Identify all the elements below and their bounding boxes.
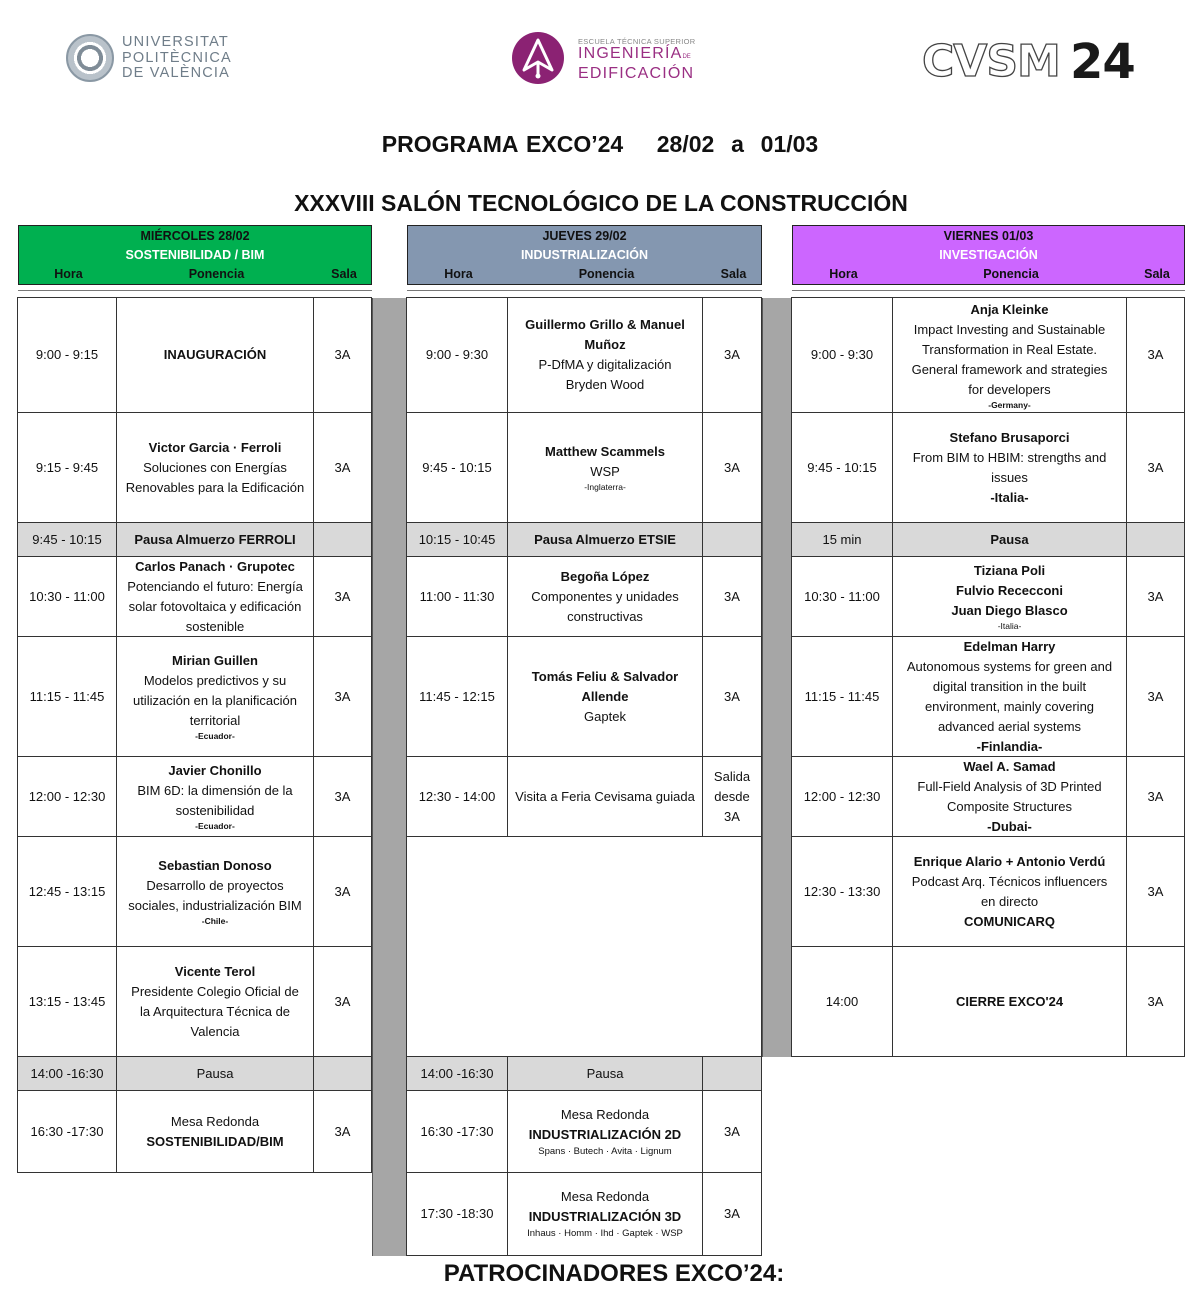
ponencia-cell (507, 1090, 703, 1173)
session-time: 15 min (822, 531, 862, 547)
session-time: 14:00 (825, 993, 859, 1009)
session-detail: advanced aerial systems (937, 718, 1082, 734)
session-detail: territorial (189, 713, 241, 728)
session-time: 14:00 -16:30 (420, 1065, 494, 1081)
column-header-sala: Sala (720, 267, 747, 281)
table-top-rule (18, 290, 372, 291)
day-header-viernes (792, 225, 1185, 285)
session-title: CIERRE EXCO'24 (955, 993, 1064, 1009)
session-detail: Valencia (190, 1023, 240, 1039)
session-title: Edelman Harry (963, 638, 1056, 654)
session-room: 3A (1147, 459, 1164, 475)
ponencia-cell (892, 556, 1127, 637)
session-detail: -Finlandia- (976, 738, 1043, 754)
ponencia-cell (116, 636, 314, 757)
session-detail: P-DfMA y digitalización (538, 357, 672, 372)
hora-cell (791, 522, 893, 557)
session-room: 3A (724, 1123, 740, 1139)
etsie-logo (512, 32, 712, 84)
hora-cell (406, 412, 508, 523)
session-detail: -Germany- (988, 399, 1031, 410)
upv-line: UNIVERSITAT (122, 34, 229, 50)
session-detail: -Inglaterra- (584, 482, 626, 492)
sala-cell (702, 636, 762, 757)
session-detail: Inhaus · Homm · Ihd · Gaptek · WSP (527, 1228, 683, 1239)
day-title: JUEVES 29/02 (542, 229, 627, 243)
session-time: 16:30 -17:30 (420, 1123, 494, 1139)
session-detail: Desarrollo de proyectos (146, 878, 284, 893)
hora-cell (17, 556, 117, 637)
session-title: Enrique Alario + Antonio Verdú (913, 853, 1106, 869)
session-detail: BIM 6D: la dimensión de la (137, 783, 293, 798)
day-theme: SOSTENIBILIDAD / BIM (125, 248, 265, 262)
ponencia-cell (116, 946, 314, 1057)
hora-cell (17, 636, 117, 757)
column-header-hora: Hora (444, 267, 473, 281)
session-detail: -Ecuador- (195, 821, 235, 831)
session-detail: Modelos predictivos y su (143, 673, 287, 688)
column-header-ponencia: Ponencia (983, 267, 1039, 281)
sala-cell (313, 836, 372, 947)
session-title: Anja Kleinke (970, 301, 1049, 317)
hora-cell (406, 1090, 508, 1173)
session-room: 3A (1147, 347, 1164, 362)
hora-cell (17, 836, 117, 947)
sala-cell (702, 522, 762, 557)
ponencia-cell (892, 756, 1127, 837)
session-detail: solar fotovoltaica y edificación (128, 598, 302, 614)
day-title: VIERNES 01/03 (943, 229, 1034, 243)
session-time: 12:00 - 12:30 (803, 788, 881, 804)
session-title: Vicente Terol (174, 963, 256, 979)
session-detail: Allende (581, 688, 629, 704)
upv-seal-icon (66, 34, 114, 82)
page-title: PROGRAMA EXCO’24 28/02 a 01/03 (381, 131, 819, 157)
day-theme: INVESTIGACIÓN (939, 248, 1038, 262)
ponencia-cell (507, 297, 703, 413)
table-top-rule (407, 290, 762, 291)
session-detail: Composite Structures (947, 798, 1072, 814)
session-room: 3A (1147, 993, 1164, 1009)
session-room: 3A (724, 688, 740, 704)
ponencia-cell (116, 756, 314, 837)
hora-cell (17, 297, 117, 413)
hora-cell (791, 636, 893, 757)
hora-cell (17, 1090, 117, 1173)
etsie-de-text: DE (682, 54, 691, 60)
session-room: 3A (724, 588, 740, 604)
sala-cell (1126, 756, 1185, 837)
session-time: 11:00 - 11:30 (419, 588, 495, 604)
session-title: Tomás Feliu & Salvador (531, 668, 679, 684)
session-detail: digital transition in the built (932, 678, 1087, 694)
session-detail: Transformation in Real Estate. (921, 341, 1098, 357)
session-time: 12:30 - 13:30 (803, 883, 881, 899)
session-detail: WSP (590, 464, 620, 479)
session-title: Stefano Brusaporci (949, 429, 1070, 445)
hora-cell (17, 946, 117, 1057)
session-detail: Mesa Redonda (560, 1189, 650, 1204)
session-title: Wael A. Samad (963, 758, 1056, 774)
session-detail: Bryden Wood (565, 377, 645, 392)
session-title: Victor Garcia · Ferroli (148, 439, 282, 455)
session-time: 11:15 - 11:45 (804, 688, 880, 704)
hora-cell (17, 1056, 117, 1091)
session-detail: -Chile- (201, 916, 229, 926)
sala-cell (1126, 297, 1185, 413)
session-time: 9:45 - 10:15 (807, 459, 877, 475)
etsie-logo-text (578, 37, 696, 81)
session-title: Sebastian Donoso (158, 858, 272, 873)
table-top-rule (792, 290, 1185, 291)
ponencia-cell (507, 756, 703, 837)
session-detail: Gaptek (584, 708, 626, 724)
session-detail: Mesa Redonda (170, 1113, 260, 1129)
session-detail: constructivas (567, 608, 643, 624)
session-detail: Spans · Butech · Avita · Lignum (538, 1145, 672, 1157)
session-time: 9:45 - 10:15 (32, 531, 102, 547)
upv-logo (66, 32, 236, 86)
sala-cell (702, 1172, 762, 1256)
ponencia-cell (507, 412, 703, 523)
session-detail: for developers (968, 381, 1051, 397)
column-header-ponencia: Ponencia (188, 267, 245, 281)
session-time: 12:00 - 12:30 (28, 788, 106, 804)
etsie-line2: EDIFICACIÓN (578, 64, 695, 82)
hora-cell (406, 636, 508, 757)
session-detail: Muñoz (584, 337, 626, 352)
sala-cell (313, 1056, 372, 1091)
ponencia-cell (116, 556, 314, 637)
page-subtitle: XXXVIII SALÓN TECNOLÓGICO DE LA CONSTRUCCIÓN (294, 190, 908, 216)
sala-cell (702, 297, 762, 413)
session-detail: Renovables para la Edificación (125, 479, 305, 495)
session-detail: Full-Field Analysis of 3D Printed (917, 778, 1102, 794)
session-time: 12:45 - 13:15 (28, 883, 106, 899)
session-detail: -Italia- (997, 621, 1022, 631)
hora-cell (406, 297, 508, 413)
cvsm-outline-text: CVSM (922, 36, 1060, 87)
etsie-line1-text: INGENIERÍA (578, 45, 683, 62)
session-room: 3A (724, 1206, 740, 1221)
hora-cell (791, 946, 893, 1057)
session-room: 3A (334, 588, 351, 604)
cvsm-number: 24 (1070, 34, 1135, 90)
hora-cell (17, 756, 117, 837)
session-detail: sostenibilidad (175, 803, 255, 818)
etsie-mark-icon (512, 32, 564, 84)
session-room: Salida desde 3A (713, 768, 751, 824)
sala-cell (702, 756, 762, 837)
session-detail: Visita a Feria Cevisama guiada (515, 788, 695, 804)
ponencia-cell (892, 297, 1127, 413)
session-time: 9:00 - 9:30 (810, 347, 874, 362)
column-header-ponencia: Ponencia (578, 267, 635, 281)
session-detail: Potenciando el futuro: Energía (127, 578, 303, 594)
session-title: Pausa Almuerzo FERROLI (134, 531, 296, 547)
sala-cell (1126, 636, 1185, 757)
hora-cell (406, 522, 508, 557)
session-detail: en directo (980, 893, 1039, 909)
ponencia-cell (892, 636, 1127, 757)
session-detail: Presidente Colegio Oficial de (131, 983, 299, 999)
etsie-small-text: ESCUELA TÉCNICA SUPERIOR (578, 37, 696, 46)
session-room: 3A (724, 347, 740, 362)
session-time: 13:15 - 13:45 (28, 993, 106, 1009)
upv-line: DE VALÈNCIA (122, 65, 231, 81)
session-detail: Componentes y unidades (531, 588, 679, 604)
hora-cell (406, 556, 508, 637)
session-time: 9:45 - 10:15 (422, 459, 492, 475)
ponencia-cell (892, 836, 1127, 947)
upv-logo-text (122, 35, 232, 82)
session-room: 3A (334, 883, 351, 899)
session-detail: sostenible (185, 618, 245, 634)
sala-cell (313, 522, 372, 557)
session-time: 11:45 - 12:15 (419, 688, 495, 704)
sala-cell (1126, 946, 1185, 1057)
session-room: 3A (1147, 588, 1164, 604)
session-room: 3A (1147, 788, 1164, 804)
session-detail: COMUNICARQ (964, 913, 1055, 929)
etsie-line1 (578, 46, 696, 66)
hora-cell (406, 1172, 508, 1256)
session-room: 3A (334, 993, 351, 1009)
hora-cell (791, 297, 893, 413)
sala-cell (313, 1090, 372, 1173)
session-detail: Fulvio Rececconi (956, 583, 1063, 598)
day-header-miercoles (18, 225, 372, 285)
sala-cell (702, 556, 762, 637)
session-detail: issues (991, 469, 1028, 485)
session-detail: -Italia- (990, 489, 1029, 505)
sala-cell (1126, 556, 1185, 637)
session-detail: utilización en la planificación (132, 693, 298, 708)
sala-cell (313, 946, 372, 1057)
session-time: 10:15 - 10:45 (418, 531, 496, 547)
session-detail: -Dubai- (987, 818, 1032, 834)
session-room: 3A (334, 347, 351, 362)
session-detail: Autonomous systems for green and (906, 658, 1113, 674)
ponencia-cell (892, 412, 1127, 523)
day-title: MIÉRCOLES 28/02 (140, 229, 250, 243)
session-title: Matthew Scammels (545, 444, 665, 459)
hora-cell (17, 412, 117, 523)
session-time: 16:30 -17:30 (30, 1123, 104, 1139)
hora-cell (791, 836, 893, 947)
session-detail: INDUSTRIALIZACIÓN 3D (528, 1209, 682, 1224)
session-room: 3A (334, 688, 351, 704)
session-detail: environment, mainly covering (924, 698, 1095, 714)
sala-cell (313, 636, 372, 757)
ponencia-cell (116, 1090, 314, 1173)
hora-cell (791, 412, 893, 523)
session-detail: Juan Diego Blasco (951, 603, 1068, 618)
hora-cell (791, 756, 893, 837)
column-header-sala: Sala (1144, 267, 1170, 281)
ponencia-cell (507, 522, 703, 557)
session-time: 10:30 - 11:00 (804, 588, 880, 604)
session-room: 3A (1147, 688, 1164, 704)
session-detail: Pausa (586, 1065, 624, 1081)
ponencia-cell (507, 1172, 703, 1256)
session-time: 11:15 - 11:45 (29, 688, 105, 704)
ponencia-cell (892, 946, 1127, 1057)
session-detail: -Ecuador- (195, 731, 235, 741)
sponsors-title: PATROCINADORES EXCO’24: (443, 1260, 785, 1287)
session-title: Guillermo Grillo & Manuel (525, 317, 685, 332)
ponencia-cell (892, 522, 1127, 557)
session-time: 10:30 - 11:00 (29, 588, 105, 604)
session-detail: From BIM to HBIM: strengths and (912, 449, 1107, 465)
day-theme: INDUSTRIALIZACIÓN (520, 248, 649, 262)
session-room: 3A (334, 1123, 351, 1139)
session-time: 9:00 - 9:15 (35, 347, 99, 362)
sala-cell (313, 412, 372, 523)
sala-cell (702, 412, 762, 523)
session-time: 9:15 - 9:45 (35, 459, 99, 475)
session-detail: la Arquitectura Técnica de (139, 1003, 291, 1019)
hora-cell (406, 756, 508, 837)
day-header-jueves (407, 225, 762, 285)
day-separator (372, 298, 407, 1256)
sala-cell (313, 297, 372, 413)
day-separator (762, 298, 792, 1057)
sala-cell (313, 556, 372, 637)
empty-slot (406, 836, 762, 1057)
session-detail: sociales, industrialización BIM (128, 898, 302, 913)
sala-cell (1126, 522, 1185, 557)
session-detail: General framework and strategies (911, 361, 1108, 377)
ponencia-cell (507, 636, 703, 757)
session-title: Carlos Panach · Grupotec (135, 558, 295, 574)
session-detail: INDUSTRIALIZACIÓN 2D (528, 1126, 682, 1142)
sala-cell (702, 1056, 762, 1091)
session-time: 12:30 - 14:00 (418, 788, 496, 804)
session-detail: Mesa Redonda (560, 1106, 650, 1122)
ponencia-cell (116, 412, 314, 523)
session-title: INAUGURACIÓN (163, 347, 267, 362)
session-time: 14:00 -16:30 (30, 1065, 104, 1081)
session-title: Javier Chonillo (168, 763, 262, 778)
ponencia-cell (116, 522, 314, 557)
ponencia-cell (116, 297, 314, 413)
session-detail: Soluciones con Energías (143, 459, 287, 475)
hora-cell (791, 556, 893, 637)
hora-cell (17, 522, 117, 557)
session-room: 3A (334, 788, 351, 804)
session-detail: Impact Investing and Sustainable (913, 321, 1106, 337)
hora-cell (406, 1056, 508, 1091)
session-title: Tiziana Poli (973, 563, 1046, 578)
column-header-hora: Hora (829, 267, 858, 281)
ponencia-cell (116, 836, 314, 947)
session-detail: SOSTENIBILIDAD/BIM (146, 1133, 284, 1149)
session-room: 3A (724, 459, 740, 475)
sala-cell (313, 756, 372, 837)
sala-cell (1126, 412, 1185, 523)
column-header-sala: Sala (331, 267, 357, 281)
ponencia-cell (116, 1056, 314, 1091)
session-time: 9:00 - 9:30 (425, 347, 489, 362)
ponencia-cell (507, 1056, 703, 1091)
session-time: 17:30 -18:30 (420, 1206, 494, 1221)
session-title: Begoña López (560, 568, 650, 584)
session-detail: Podcast Arq. Técnicos influencers (911, 873, 1108, 889)
column-header-hora: Hora (54, 267, 83, 281)
ponencia-cell (507, 556, 703, 637)
session-detail: Pausa (196, 1065, 234, 1081)
sala-cell (1126, 836, 1185, 947)
upv-line: POLITÈCNICA (122, 49, 232, 66)
sala-cell (702, 1090, 762, 1173)
cvsm-logo (922, 34, 1142, 90)
session-title: Pausa (990, 531, 1029, 547)
session-title: Mirian Guillen (172, 653, 258, 668)
session-room: 3A (1147, 883, 1164, 899)
session-room: 3A (334, 459, 351, 475)
session-title: Pausa Almuerzo ETSIE (534, 531, 676, 547)
